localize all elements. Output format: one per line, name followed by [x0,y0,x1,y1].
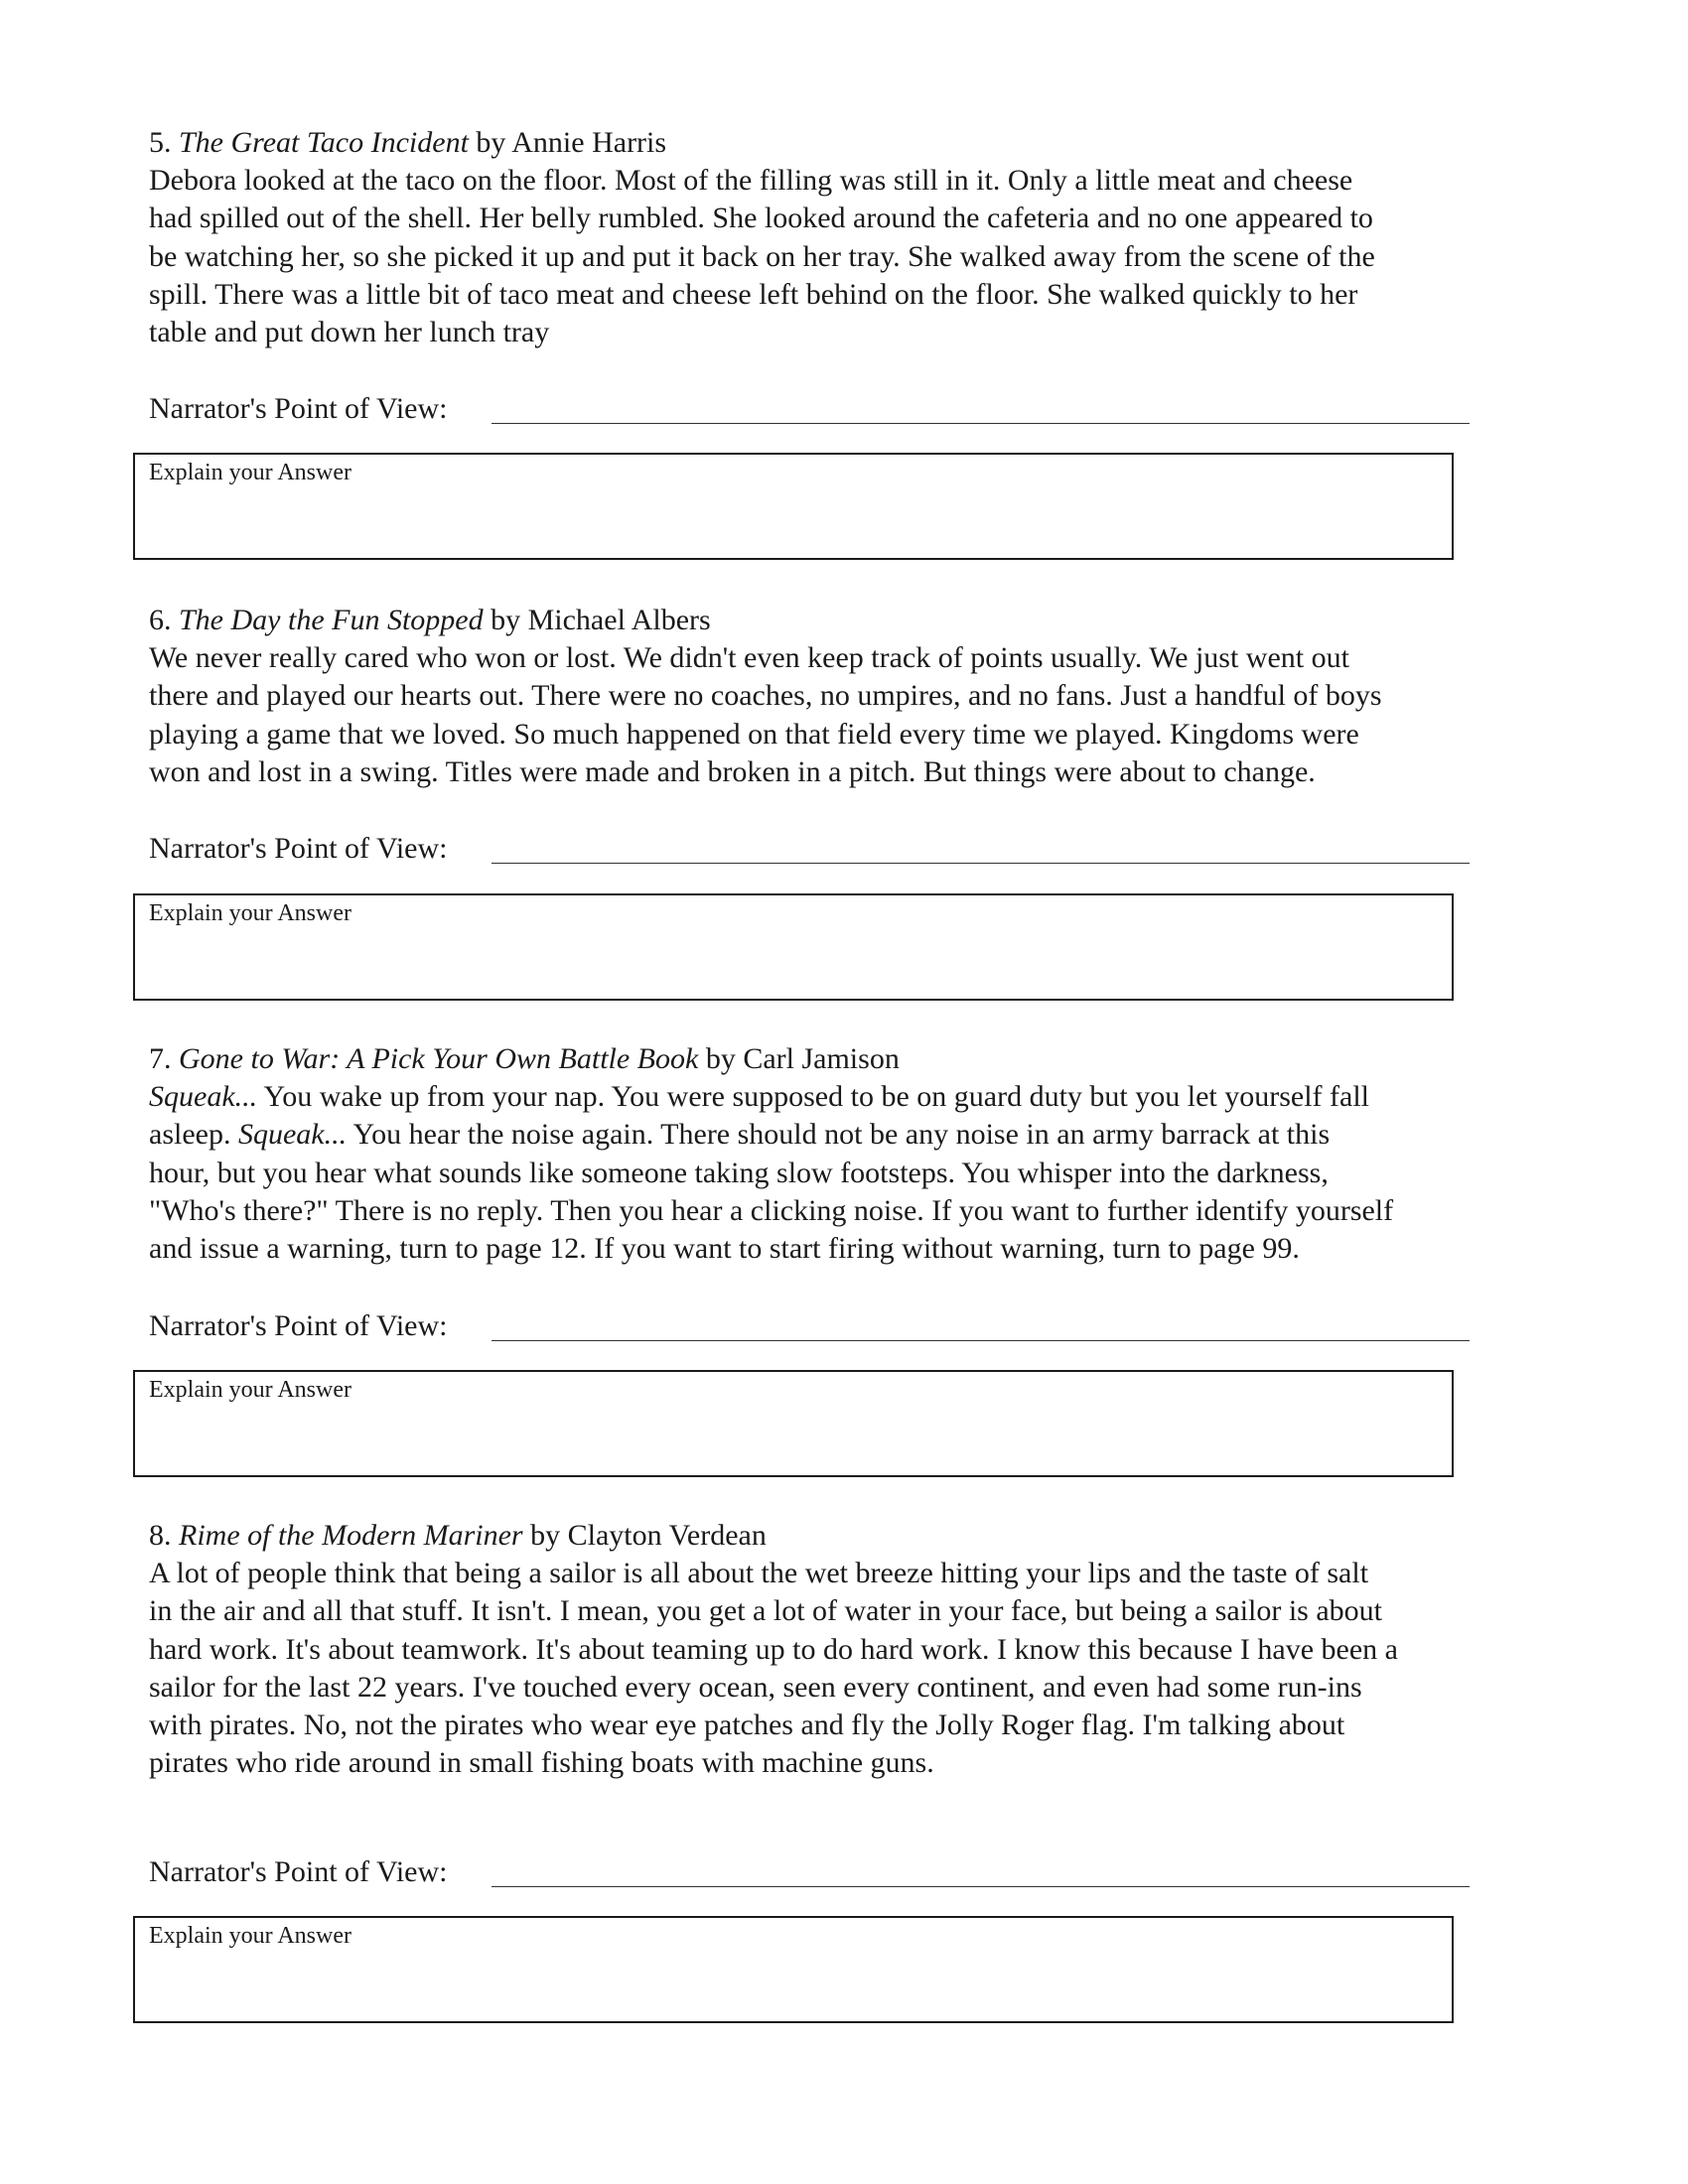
pov-label: Narrator's Point of View: [149,392,448,425]
question-title [149,124,1539,162]
passage-line: spill. There was a little bit of taco meat and cheese left behind on the floor. She walked quickly to her [149,277,1358,311]
passage-line: with pirates. No, not the pirates who wear eye patches and fly the Jolly Roger flag. I'm talking about [149,1708,1345,1742]
question-title [149,1517,1539,1555]
explain-label: Explain your Answer [149,1377,352,1403]
explain-label: Explain your Answer [149,460,352,485]
explain-label: Explain your Answer [149,900,352,926]
passage [149,639,1539,791]
pov-answer-line[interactable] [492,1886,1470,1887]
passage-line: pirates who ride around in small fishing boats with machine guns. [149,1746,934,1780]
passage-line [149,1116,1539,1154]
pov-answer-row-5 [149,390,1470,430]
pov-answer-line[interactable] [492,863,1470,864]
passage-line: and issue a warning, turn to page 12. If you want to start firing without warning, turn to page 99. [149,1232,1300,1266]
passage-line: Debora looked at the taco on the floor. Most of the filling was still in it. Only a little meat and cheese [149,164,1353,197]
passage-line: playing a game that we loved. So much happened on that field every time we played. Kingdoms were [149,717,1359,751]
question-number: 6. [149,604,172,636]
question-7 [149,1040,1539,1268]
passage-text: asleep. [149,1118,238,1152]
pov-label: Narrator's Point of View: [149,1855,448,1888]
passage-line: hour, but you hear what sounds like someone taking slow footsteps. You whisper into the darkness, [149,1156,1329,1189]
book-title: Rime of the Modern Mariner [179,1519,523,1552]
pov-answer-line[interactable] [492,1340,1470,1341]
question-5 [149,124,1539,351]
passage-line: in the air and all that stuff. It isn't. I mean, you get a lot of water in your face, but being a sailor is about [149,1594,1383,1628]
book-author: by Michael Albers [491,604,711,636]
passage-text: You wake up from your nap. You were supposed to be on guard duty but you let yourself fall [257,1080,1369,1113]
question-number: 8. [149,1519,172,1552]
book-title: The Great Taco Incident [179,126,469,159]
book-title: Gone to War: A Pick Your Own Battle Book [179,1042,699,1075]
pov-answer-row-6 [149,830,1470,870]
passage-line: table and put down her lunch tray [149,316,550,349]
question-6 [149,602,1539,791]
passage [149,162,1539,351]
explain-label: Explain your Answer [149,1923,352,1949]
explain-answer-box-5[interactable] [133,453,1454,560]
pov-label: Narrator's Point of View: [149,832,448,865]
book-author: by Annie Harris [476,126,667,159]
passage-line: be watching her, so she picked it up and put it back on her tray. She walked away from the scene of the [149,239,1375,273]
question-8 [149,1517,1539,1783]
explain-answer-box-6[interactable] [133,893,1454,1001]
passage-line: We never really cared who won or lost. We didn't even keep track of points usually. We just went out [149,641,1349,674]
passage-line: had spilled out of the shell. Her belly rumbled. She looked around the cafeteria and no one appeared to [149,202,1373,235]
question-number: 7. [149,1042,172,1075]
book-title: The Day the Fun Stopped [179,604,484,636]
pov-answer-row-8 [149,1853,1470,1893]
passage-text: You hear the noise again. There should not be any noise in an army barrack at this [347,1118,1331,1152]
explain-answer-box-8[interactable] [133,1916,1454,2023]
question-number: 5. [149,126,172,159]
pov-answer-row-7 [149,1307,1470,1347]
pov-answer-line[interactable] [492,423,1470,424]
explain-answer-box-7[interactable] [133,1370,1454,1477]
question-title [149,602,1539,639]
book-author: by Clayton Verdean [530,1519,767,1552]
passage-line: hard work. It's about teamwork. It's about teaming up to do hard work. I know this because I have been a [149,1632,1398,1666]
book-author: by Carl Jamison [705,1042,900,1075]
passage-line: A lot of people think that being a sailor is all about the wet breeze hitting your lips and the taste of salt [149,1557,1369,1589]
passage-line: "Who's there?" There is no reply. Then you hear a clicking noise. If you want to further identify yourself [149,1193,1394,1227]
sound-effect: Squeak... [237,1118,348,1152]
passage-line: there and played our hearts out. There were no coaches, no umpires, and no fans. Just a handful of boys [149,679,1382,713]
passage [149,1078,1539,1268]
question-title [149,1040,1539,1078]
passage-line [149,1078,1539,1116]
sound-effect: Squeak... [149,1080,258,1113]
passage [149,1555,1539,1783]
passage-line: sailor for the last 22 years. I've touched every ocean, seen every continent, and even had some run-ins [149,1670,1362,1704]
passage-line: won and lost in a swing. Titles were made and broken in a pitch. But things were about to change. [149,754,1316,788]
pov-label: Narrator's Point of View: [149,1309,448,1342]
